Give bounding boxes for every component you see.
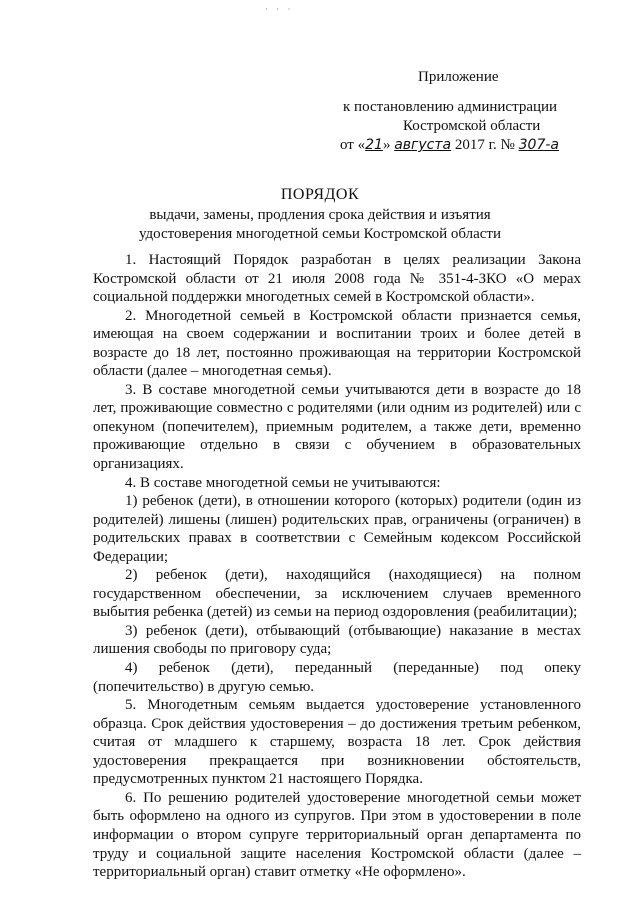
document-number: 307-а	[518, 137, 559, 153]
paragraph-4-item-2: 2) ребенок (дети), находящийся (находящиеся) на полном государственном обеспечении, за исключением случаев временного выбытия ребенка (детей) из семьи на период оздоровления (реабилитации);	[93, 567, 581, 621]
document-title: ПОРЯДОК	[280, 186, 360, 203]
date-month: августа	[394, 137, 452, 153]
paragraph-4-item-3: 3) ребенок (дети), отбывающий (отбывающие) наказание в местах лишения свободы по приговору суда;	[93, 622, 581, 658]
appendix-date-line	[340, 136, 559, 154]
appendix-reference: к постановлению администрации	[343, 99, 558, 115]
appendix-region: Костромской области	[403, 118, 541, 134]
paragraph-4: 4. В составе многодетной семьи не учитываются:	[125, 474, 441, 491]
date-mid: »	[382, 137, 391, 153]
document-subtitle-line-1: выдачи, замены, продления срока действия и изъятия	[149, 207, 491, 223]
paragraph-3: 3. В составе многодетной семьи учитываются дети в возрасте до 18 лет, проживающие совместно с родителями (или одним из родителей) или с опекуном (попечителем), приемным родителем, а также дети, временно проживающие отдельно в связи с обучением в образовательных организациях.	[93, 381, 581, 473]
document-body	[93, 251, 581, 882]
paragraph-6: 6. По решению родителей удостоверение многодетной семьи может быть оформлено на одного из супругов. При этом в удостоверении в поле информации о втором супруге территориальный орган департамента по труду и социальной защите населения Костромской области (далее – территориальный орган) ставит отметку «Не оформлено».	[93, 789, 581, 881]
date-day: 21	[365, 137, 383, 153]
document-subtitle-line-2: удостоверения многодетной семьи Костромской области	[138, 226, 502, 242]
paragraph-1: 1. Настоящий Порядок разработан в целях реализации Закона Костромской области от 21 июля 2008 года № 351-4-ЗКО «О мерах социальной поддержки многодетных семей в Костромской области».	[93, 252, 581, 306]
date-suffix: 2017 г. №	[451, 137, 519, 153]
paragraph-5: 5. Многодетным семьям выдается удостоверение установленного образца. Срок действия удостоверения – до достижения третьим ребенком, считая от младшего к старшему, возраста 18 лет. Срок действия удостоверения прекращается при возникновении обстоятельств, предусмотренных пунктом 21 настоящего Порядка.	[93, 697, 581, 788]
appendix-title: Приложение	[418, 69, 499, 85]
date-prefix: от «	[340, 137, 366, 153]
paragraph-2: 2. Многодетной семьей в Костромской области признается семья, имеющая на своем содержании и воспитании троих и более детей в возрасте до 18 лет, постоянно проживающая на территории Костромской области (далее – многодетная семья).	[93, 307, 581, 380]
scan-marks: · · ·	[265, 4, 294, 14]
paragraph-4-item-1: 1) ребенок (дети), в отношении которого (которых) родители (один из родителей) лишены (лишен) родительских прав, ограничены (ограничен) в родительских правах в соответствии с Семейным кодексом Российской Федерации;	[93, 493, 581, 565]
paragraph-4-item-4: 4) ребенок (дети), переданный (переданные) под опеку (попечительство) в другую семью.	[93, 660, 581, 695]
